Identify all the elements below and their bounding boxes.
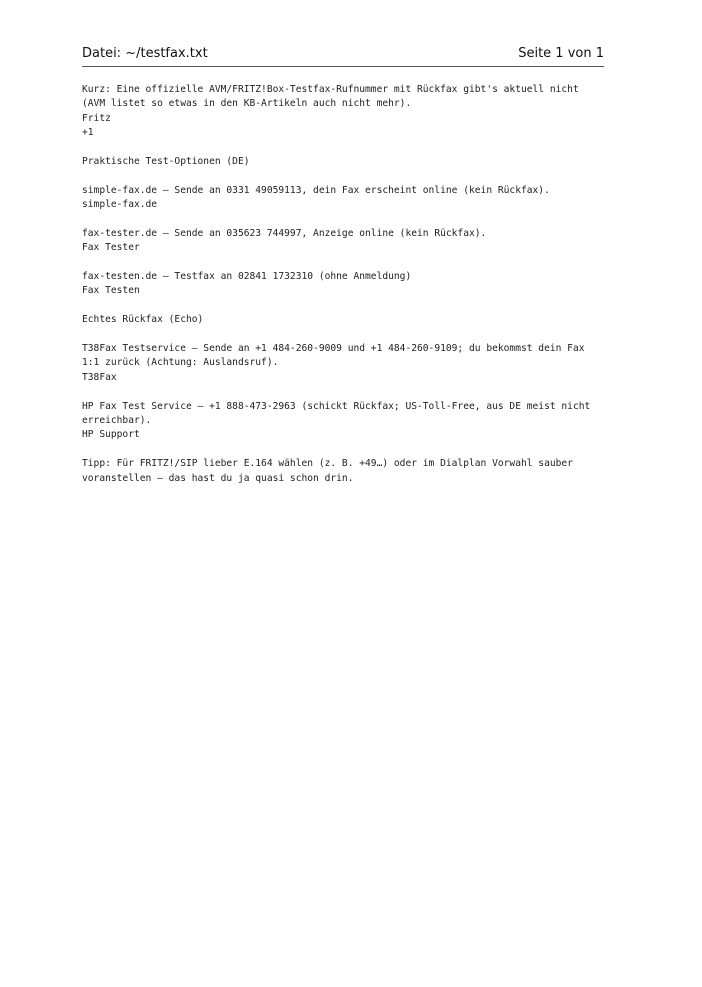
text-line: +1: [82, 127, 94, 139]
text-line: Praktische Test-Optionen (DE): [82, 155, 250, 167]
text-line: voranstellen – das hast du ja quasi schon drin.: [82, 472, 354, 484]
text-line: T38Fax Testservice – Sende an +1 484-260-9009 und +1 484-260-9109; du bekommst dein Fax: [82, 343, 585, 355]
text-line: Kurz: Eine offizielle AVM/FRITZ!Box-Testfax-Rufnummer mit Rückfax gibt's aktuell nicht: [82, 84, 579, 95]
text-line: fax-testen.de – Testfax an 02841 1732310 (ohne Anmeldung): [82, 271, 412, 283]
page-header: [82, 44, 604, 66]
text-line: Fax Tester: [82, 242, 140, 254]
blank-line: [82, 213, 612, 227]
blank-line: [82, 256, 612, 270]
text-line: Fax Testen: [82, 285, 140, 297]
text-line: Fritz: [82, 112, 111, 124]
blank-line: [82, 299, 612, 313]
blank-line: [82, 443, 612, 457]
text-line: HP Support: [82, 429, 140, 441]
blank-line: [82, 169, 612, 183]
text-line: Tipp: Für FRITZ!/SIP lieber E.164 wählen (z. B. +49…) oder im Dialplan Vorwahl sauber: [82, 458, 573, 470]
text-line: (AVM listet so etwas in den KB-Artikeln auch nicht mehr).: [82, 98, 412, 110]
blank-line: [82, 141, 612, 155]
text-line: Echtes Rückfax (Echo): [82, 314, 204, 326]
text-line: simple-fax.de – Sende an 0331 49059113, dein Fax erscheint online (kein Rückfax).: [82, 184, 550, 196]
header-divider: [82, 66, 604, 67]
text-line: HP Fax Test Service – +1 888-473-2963 (schickt Rückfax; US-Toll-Free, aus DE meist nicht: [82, 400, 591, 412]
file-title: Datei: ~/testfax.txt: [82, 46, 208, 61]
text-line: simple-fax.de: [82, 199, 158, 211]
document-body: [82, 83, 612, 486]
text-line: T38Fax: [82, 371, 117, 383]
text-line: fax-tester.de – Sende an 035623 744997, Anzeige online (kein Rückfax).: [82, 227, 487, 239]
text-line: erreichbar).: [82, 414, 152, 426]
blank-line: [82, 385, 612, 399]
page-number: Seite 1 von 1: [518, 46, 604, 61]
blank-line: [82, 328, 612, 342]
text-line: 1:1 zurück (Achtung: Auslandsruf).: [82, 357, 279, 369]
